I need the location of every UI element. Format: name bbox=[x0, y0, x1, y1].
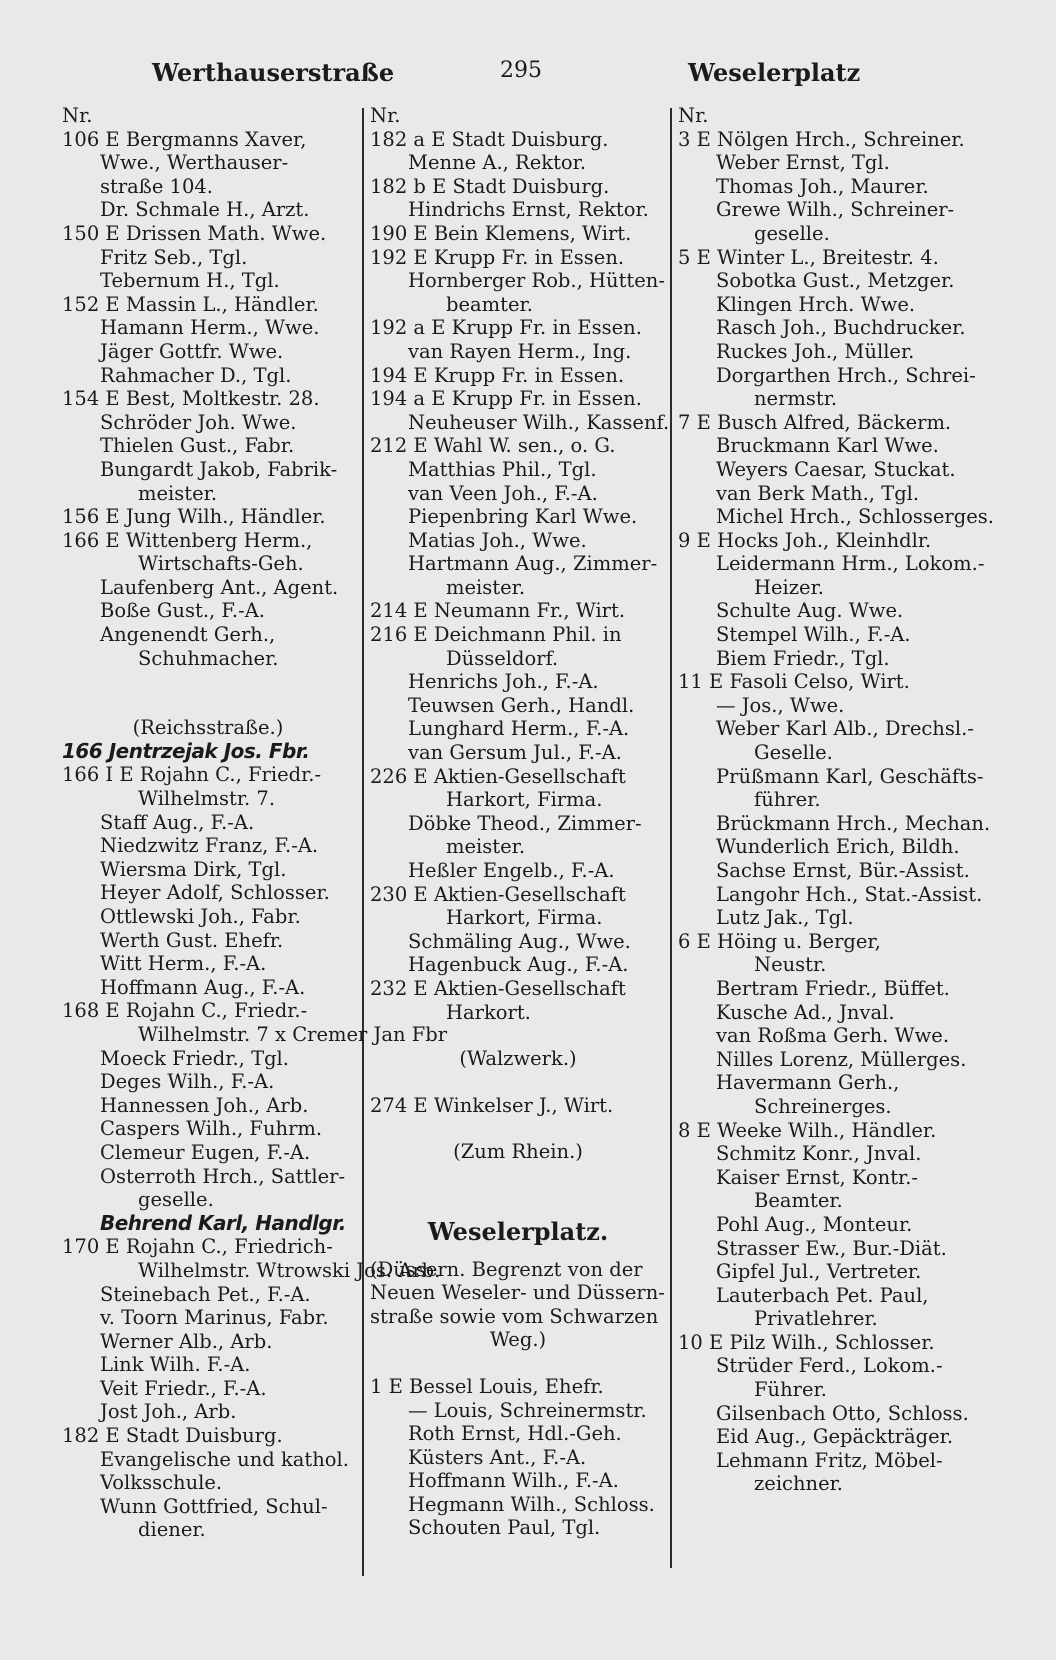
entry-line: meister. bbox=[446, 835, 526, 859]
entry-line: Hoffmann Wilh., F.-A. bbox=[408, 1469, 619, 1493]
column-divider bbox=[670, 108, 672, 1568]
entry-line: 192 E Krupp Fr. in Essen. bbox=[370, 245, 625, 269]
entry-line: Wilhelmstr. 7 x Cremer Jan Fbr bbox=[138, 1022, 448, 1046]
entry-line: diener. bbox=[138, 1518, 206, 1542]
entry-line: Neuheuser Wilh., Kassenf. bbox=[408, 410, 670, 434]
entry-line: 182 a E Stadt Duisburg. bbox=[370, 127, 609, 151]
entry-line: 6 E Höing u. Berger, bbox=[678, 929, 881, 953]
entry-line: Lauterbach Pet. Paul, bbox=[716, 1283, 929, 1307]
section-heading: Weselerplatz. bbox=[427, 1216, 609, 1246]
entry-line: Bertram Friedr., Büffet. bbox=[716, 976, 950, 1000]
entry-line: Rasch Joh., Buchdrucker. bbox=[716, 316, 966, 340]
entry-line: Clemeur Eugen, F.-A. bbox=[100, 1140, 311, 1164]
entry-line: Lunghard Herm., F.-A. bbox=[408, 717, 630, 741]
entry-line: Kaiser Ernst, Kontr.- bbox=[716, 1165, 918, 1189]
entry-line: Witt Herm., F.-A. bbox=[100, 952, 267, 976]
entry-line: 168 E Rojahn C., Friedr.- bbox=[62, 999, 308, 1023]
entry-line: Boße Gust., F.-A. bbox=[100, 599, 265, 623]
entry-line: 216 E Deichmann Phil. in bbox=[370, 623, 622, 647]
entry-line: Sobotka Gust., Metzger. bbox=[716, 269, 955, 293]
entry-line: Harkort. bbox=[446, 1000, 531, 1024]
entry-line: Bruckmann Karl Wwe. bbox=[716, 434, 939, 458]
entry-line: 150 E Drissen Math. Wwe. bbox=[62, 221, 327, 245]
entry-line: Nr. bbox=[62, 104, 93, 127]
entry-line: Hegmann Wilh., Schloss. bbox=[408, 1492, 655, 1516]
entry-line: Rahmacher D., Tgl. bbox=[100, 363, 292, 387]
entry-line: Jäger Gottfr. Wwe. bbox=[100, 339, 284, 363]
entry-line: Nr. bbox=[370, 104, 401, 127]
entry-line: 8 E Weeke Wilh., Händler. bbox=[678, 1118, 937, 1142]
entry-line: Schmitz Konr., Jnval. bbox=[716, 1142, 922, 1166]
entry-line: Klingen Hrch. Wwe. bbox=[716, 292, 916, 316]
entry-line: Niedzwitz Franz, F.-A. bbox=[100, 834, 319, 858]
entry-line: Hartmann Aug., Zimmer- bbox=[408, 552, 658, 576]
entry-line: Schmäling Aug., Wwe. bbox=[408, 929, 631, 953]
entry-line: Steinebach Pet., F.-A. bbox=[100, 1282, 311, 1306]
entry-line: Neustr. bbox=[754, 953, 827, 977]
entry-line: 212 E Wahl W. sen., o. G. bbox=[370, 434, 616, 458]
entry-line: Sachse Ernst, Bür.-Assist. bbox=[716, 859, 970, 882]
entry-line: Brückmann Hrch., Mechan. bbox=[716, 811, 991, 835]
entry-line: Stempel Wilh., F.-A. bbox=[716, 623, 911, 647]
entry-line: — Jos., Wwe. bbox=[716, 693, 845, 717]
entry-line: Dorgarthen Hrch., Schrei- bbox=[716, 363, 976, 387]
entry-line: Matias Joh., Wwe. bbox=[408, 528, 587, 552]
entry-line: Gilsenbach Otto, Schloss. bbox=[716, 1401, 969, 1425]
entry-line: Havermann Gerh., bbox=[716, 1071, 900, 1095]
entry-line: Hannessen Joh., Arb. bbox=[100, 1093, 309, 1117]
entry-line: Link Wilh. F.-A. bbox=[100, 1353, 251, 1377]
entry-line: Fritz Seb., Tgl. bbox=[100, 245, 248, 269]
entry-line: Kusche Ad., Jnval. bbox=[716, 1000, 895, 1024]
entry-line: Michel Hrch., Schlosserges. bbox=[716, 505, 994, 529]
entry-line: — Louis, Schreinermstr. bbox=[408, 1398, 647, 1422]
entry-line: Prüßmann Karl, Geschäfts- bbox=[716, 764, 984, 788]
entry-line: Teuwsen Gerh., Handl. bbox=[408, 693, 635, 717]
entry-line: 5 E Winter L., Breitestr. 4. bbox=[678, 245, 939, 269]
entry-line: 1 E Bessel Louis, Ehefr. bbox=[370, 1374, 604, 1398]
entry-line: Wiersma Dirk, Tgl. bbox=[100, 857, 287, 881]
entry-line: Harkort, Firma. bbox=[446, 788, 603, 812]
entry-line: van Roßma Gerh. Wwe. bbox=[716, 1024, 950, 1048]
entry-line: Piepenbring Karl Wwe. bbox=[408, 505, 638, 529]
entry-line: Pohl Aug., Monteur. bbox=[716, 1212, 913, 1236]
entry-line: Beamter. bbox=[754, 1189, 843, 1213]
entry-line: 192 a E Krupp Fr. in Essen. bbox=[370, 316, 642, 340]
entry-line: Moeck Friedr., Tgl. bbox=[100, 1046, 289, 1070]
entry-line: Wwe., Werthauser- bbox=[100, 151, 289, 175]
entry-line: Strasser Ew., Bur.-Diät. bbox=[716, 1236, 947, 1260]
entry-line: van Veen Joh., F.-A. bbox=[408, 481, 598, 505]
entry-line: 190 E Bein Klemens, Wirt. bbox=[370, 221, 632, 245]
entry-line: 214 E Neumann Fr., Wirt. bbox=[370, 599, 626, 623]
entry-line: Döbke Theod., Zimmer- bbox=[408, 811, 642, 835]
entry-line: Harkort, Firma. bbox=[446, 906, 603, 930]
entry-line: Leidermann Hrm., Lokom.- bbox=[716, 552, 985, 576]
entry-line: van Berk Math., Tgl. bbox=[716, 481, 920, 505]
entry-line: Dr. Schmale H., Arzt. bbox=[100, 198, 310, 222]
entry-line: Weber Karl Alb., Drechsl.- bbox=[716, 717, 974, 741]
entry-line: Staff Aug., F.-A. bbox=[100, 810, 255, 834]
running-head-right: Weselerplatz bbox=[688, 58, 861, 87]
entry-line: Geselle. bbox=[754, 741, 833, 765]
entry-line: Weg.) bbox=[489, 1328, 547, 1352]
entry-line: 170 E Rojahn C., Friedrich- bbox=[62, 1235, 333, 1259]
column-divider bbox=[362, 108, 364, 1576]
entry-line: straße sowie vom Schwarzen bbox=[370, 1304, 659, 1328]
entry-line: straße 104. bbox=[100, 174, 213, 198]
handwritten-note: Behrend Karl, Handlgr. bbox=[100, 1210, 346, 1235]
entry-line: Ruckes Joh., Müller. bbox=[716, 339, 915, 363]
entry-line: 156 E Jung Wilh., Händler. bbox=[62, 505, 326, 529]
entry-line: Tebernum H., Tgl. bbox=[100, 269, 280, 293]
entry-line: Lehmann Fritz, Möbel- bbox=[716, 1448, 943, 1472]
entry-line: geselle. bbox=[754, 221, 830, 245]
entry-line: Jost Joh., Arb. bbox=[100, 1400, 237, 1424]
entry-line: Osterroth Hrch., Sattler- bbox=[100, 1164, 346, 1188]
entry-line: 7 E Busch Alfred, Bäckerm. bbox=[678, 410, 952, 434]
entry-line: 152 E Massin L., Händler. bbox=[62, 292, 319, 316]
street-subheading: (Reichsstraße.) bbox=[132, 716, 284, 740]
entry-line: Hindrichs Ernst, Rektor. bbox=[408, 198, 649, 222]
entry-line: Wunderlich Erich, Bildh. bbox=[716, 835, 960, 859]
entry-line: führer. bbox=[754, 788, 821, 812]
entry-line: 182 b E Stadt Duisburg. bbox=[370, 174, 610, 198]
entry-line: 182 E Stadt Duisburg. bbox=[62, 1424, 283, 1448]
entry-line: Biem Friedr., Tgl. bbox=[716, 646, 890, 670]
entry-line: Küsters Ant., F.-A. bbox=[408, 1445, 587, 1469]
entry-line: Matthias Phil., Tgl. bbox=[408, 457, 597, 481]
handwritten-note: 166 Jentrzejak Jos. Fbr. bbox=[62, 738, 310, 763]
entry-line: Heizer. bbox=[754, 575, 824, 599]
entry-line: Roth Ernst, Hdl.-Geh. bbox=[408, 1422, 622, 1446]
entry-line: 166 I E Rojahn C., Friedr.- bbox=[62, 763, 322, 787]
entry-line: 274 E Winkelser J., Wirt. bbox=[370, 1093, 614, 1117]
entry-line: Hagenbuck Aug., F.-A. bbox=[408, 953, 629, 977]
entry-line: 230 E Aktien-Gesellschaft bbox=[370, 882, 626, 906]
entry-line: Henrichs Joh., F.-A. bbox=[408, 670, 599, 694]
entry-line: Thomas Joh., Maurer. bbox=[716, 174, 929, 198]
section-note: (Zum Rhein.) bbox=[453, 1140, 583, 1164]
column-left bbox=[62, 104, 448, 1542]
entry-line: Evangelische und kathol. bbox=[100, 1447, 349, 1471]
entry-line: (Düssern. Begrenzt von der bbox=[370, 1257, 643, 1281]
entry-line: 11 E Fasoli Celso, Wirt. bbox=[678, 670, 910, 694]
entry-line: van Gersum Jul., F.-A. bbox=[408, 741, 622, 765]
column-right bbox=[678, 104, 994, 1496]
entry-line: 154 E Best, Moltkestr. 28. bbox=[62, 387, 320, 411]
entry-line: Thielen Gust., Fabr. bbox=[100, 434, 295, 458]
entry-line: 232 E Aktien-Gesellschaft bbox=[370, 976, 626, 1000]
entry-line: Caspers Wilh., Fuhrm. bbox=[100, 1117, 323, 1141]
entry-line: 3 E Nölgen Hrch., Schreiner. bbox=[678, 127, 965, 151]
entry-line: Werner Alb., Arb. bbox=[100, 1329, 273, 1353]
entry-line: Heyer Adolf, Schlosser. bbox=[100, 881, 330, 905]
entry-line: Schröder Joh. Wwe. bbox=[100, 410, 297, 434]
entry-line: Hamann Herm., Wwe. bbox=[100, 316, 320, 340]
entry-line: meister. bbox=[446, 575, 526, 599]
entry-line: 194 E Krupp Fr. in Essen. bbox=[370, 363, 625, 387]
entry-line: Heßler Engelb., F.-A. bbox=[408, 859, 615, 882]
entry-line: Werth Gust. Ehefr. bbox=[100, 928, 284, 952]
entry-line: 166 E Wittenberg Herm., bbox=[62, 528, 313, 552]
section-note: (Walzwerk.) bbox=[459, 1047, 577, 1071]
entry-line: zeichner. bbox=[754, 1472, 844, 1496]
entry-line: Wilhelmstr. Wtrowski Jos. Arb. bbox=[138, 1258, 441, 1282]
entry-line: meister. bbox=[138, 481, 218, 505]
entry-line: Weyers Caesar, Stuckat. bbox=[716, 457, 956, 481]
entry-line: Gipfel Jul., Vertreter. bbox=[716, 1260, 922, 1284]
entry-line: Angenendt Gerh., bbox=[100, 623, 276, 647]
entry-line: Grewe Wilh., Schreiner- bbox=[716, 198, 955, 222]
entry-line: geselle. bbox=[138, 1188, 214, 1212]
entry-line: Eid Aug., Gepäckträger. bbox=[716, 1425, 954, 1449]
entry-line: Menne A., Rektor. bbox=[408, 151, 587, 175]
entry-line: Wilhelmstr. 7. bbox=[138, 787, 276, 811]
entry-line: Schreinerges. bbox=[754, 1094, 892, 1118]
entry-line: Nilles Lorenz, Müllerges. bbox=[716, 1047, 967, 1071]
page-number: 295 bbox=[500, 58, 542, 83]
entry-line: Volksschule. bbox=[100, 1471, 223, 1495]
entry-line: 9 E Hocks Joh., Kleinhdlr. bbox=[678, 528, 932, 552]
entry-line: Schouten Paul, Tgl. bbox=[408, 1516, 601, 1540]
entry-line: van Rayen Herm., Ing. bbox=[408, 339, 632, 363]
entry-line: nermstr. bbox=[754, 387, 838, 411]
entry-line: Nr. bbox=[678, 104, 709, 127]
entry-line: Deges Wilh., F.-A. bbox=[100, 1070, 275, 1094]
entry-line: Veit Friedr., F.-A. bbox=[100, 1376, 267, 1400]
entry-line: Wirtschafts-Geh. bbox=[138, 552, 304, 576]
entry-line: Privatlehrer. bbox=[754, 1307, 878, 1331]
entry-line: Wunn Gottfried, Schul- bbox=[100, 1494, 328, 1518]
column-middle bbox=[370, 104, 670, 1540]
entry-line: Weber Ernst, Tgl. bbox=[716, 151, 890, 175]
entry-line: beamter. bbox=[446, 292, 533, 316]
running-head-left: Werthauserstraße bbox=[152, 58, 395, 87]
entry-line: Ottlewski Joh., Fabr. bbox=[100, 905, 301, 928]
entry-line: Bungardt Jakob, Fabrik- bbox=[100, 457, 338, 481]
entry-line: Neuen Weseler- und Düssern- bbox=[370, 1281, 665, 1305]
entry-line: 226 E Aktien-Gesellschaft bbox=[370, 764, 626, 788]
entry-line: Schuhmacher. bbox=[138, 646, 279, 670]
entry-line: Laufenberg Ant., Agent. bbox=[100, 575, 339, 599]
entry-line: 106 E Bergmanns Xaver, bbox=[62, 127, 307, 151]
entry-line: 194 a E Krupp Fr. in Essen. bbox=[370, 387, 642, 411]
entry-line: v. Toorn Marinus, Fabr. bbox=[100, 1306, 329, 1330]
entry-line: Schulte Aug. Wwe. bbox=[716, 599, 904, 623]
entry-line: Lutz Jak., Tgl. bbox=[716, 906, 854, 930]
entry-line: Langohr Hch., Stat.-Assist. bbox=[716, 882, 983, 906]
entry-line: Führer. bbox=[754, 1378, 827, 1402]
entry-line: 10 E Pilz Wilh., Schlosser. bbox=[678, 1330, 935, 1354]
entry-line: Hoffmann Aug., F.-A. bbox=[100, 975, 306, 999]
entry-line: Düsseldorf. bbox=[446, 646, 559, 670]
entry-line: Strüder Ferd., Lokom.- bbox=[716, 1354, 943, 1378]
entry-line: Hornberger Rob., Hütten- bbox=[408, 269, 665, 293]
